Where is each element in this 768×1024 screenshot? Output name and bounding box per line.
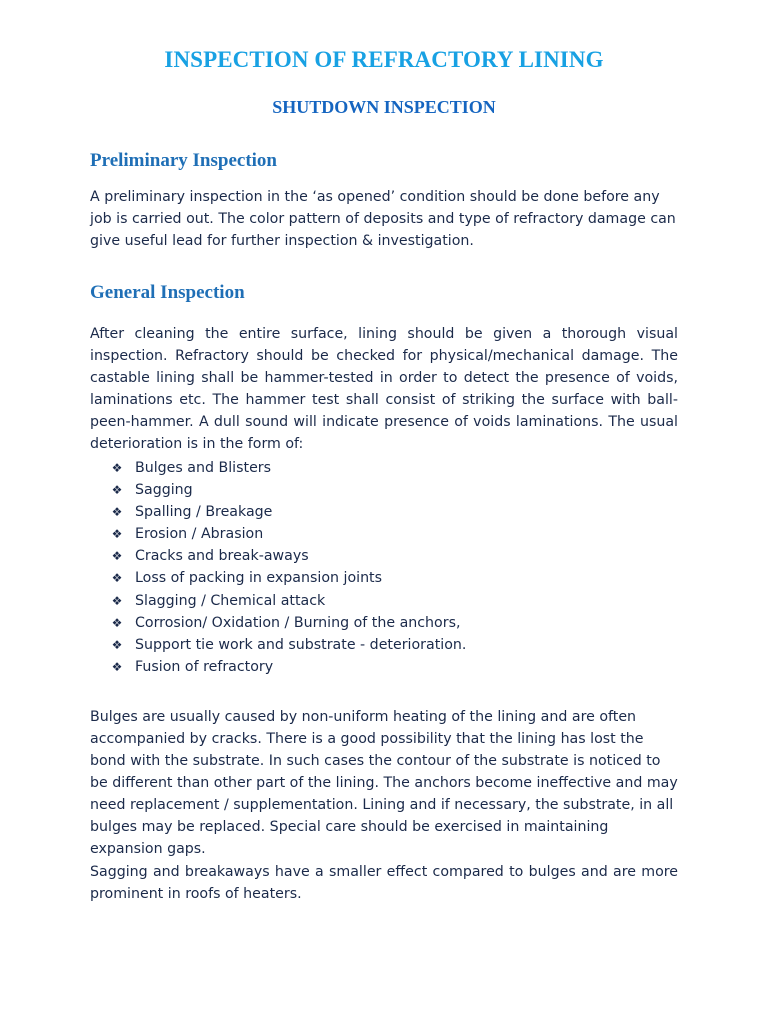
list-item: ❖ Sagging	[108, 479, 466, 501]
diamond-bullet-icon: ❖	[111, 615, 123, 630]
diamond-bullet-icon: ❖	[111, 505, 123, 520]
page-title: INSPECTION OF REFRACTORY LINING	[164, 47, 604, 72]
diamond-bullet-icon: ❖	[111, 527, 123, 542]
diamond-bullet-icon: ❖	[111, 637, 123, 652]
list-item: ❖ Support tie work and substrate - deterioration.	[108, 634, 466, 656]
section-paragraph-sagging: Sagging and breakaways have a smaller effect compared to bulges and are more prominent in roofs of heaters.	[90, 864, 678, 902]
list-item: ❖ Fusion of refractory	[108, 656, 466, 678]
diamond-bullet-icon: ❖	[111, 593, 123, 608]
list-item: ❖ Erosion / Abrasion	[108, 523, 466, 545]
diamond-bullet-icon: ❖	[111, 483, 123, 498]
page-subtitle: SHUTDOWN INSPECTION	[272, 97, 496, 117]
list-item: ❖ Cracks and break-aways	[108, 545, 466, 567]
diamond-bullet-icon: ❖	[111, 549, 123, 564]
section-heading-general: General Inspection	[90, 282, 245, 303]
section-paragraph-bulges: Bulges are usually caused by non-uniform heating of the lining and are often accompanied by cracks. There is a good possibility that the lining has lost the bond with the substrate. In such cases the contour of the substrate is noticed to be different than other part of the lining. The anchors become ineffective and may need replacement / supplementation. Lining and if necessary, the substrate, in all bulges may be replaced. Special care should be exercised in maintaining expansion gaps.	[90, 709, 678, 857]
deterioration-list	[108, 457, 466, 678]
list-item: ❖ Spalling / Breakage	[108, 501, 466, 523]
section-paragraph-general: After cleaning the entire surface, lining should be given a thorough visual inspection. Refractory should be checked for physical/mechanical damage. The castable lining shall be hammer-tested in order to detect the presence of voids, laminations etc. The hammer test shall consist of striking the surface with ball-peen-hammer. A dull sound will indicate presence of voids laminations. The usual deterioration is in the form of:	[90, 326, 678, 452]
diamond-bullet-icon: ❖	[111, 461, 123, 475]
diamond-bullet-icon: ❖	[111, 659, 123, 674]
section-heading-preliminary: Preliminary Inspection	[90, 150, 278, 171]
list-item: ❖ Loss of packing in expansion joints	[108, 567, 466, 589]
list-item: ❖ Corrosion/ Oxidation / Burning of the anchors,	[108, 612, 466, 634]
section-paragraph-preliminary: A preliminary inspection in the ‘as opened’ condition should be done before any job is carried out. The color pattern of deposits and type of refractory damage can give useful lead for further inspection & investigation.	[90, 189, 676, 249]
list-item: ❖ Slagging / Chemical attack	[108, 590, 466, 612]
list-item: ❖ Bulges and Blisters	[108, 457, 466, 479]
diamond-bullet-icon: ❖	[111, 571, 123, 586]
